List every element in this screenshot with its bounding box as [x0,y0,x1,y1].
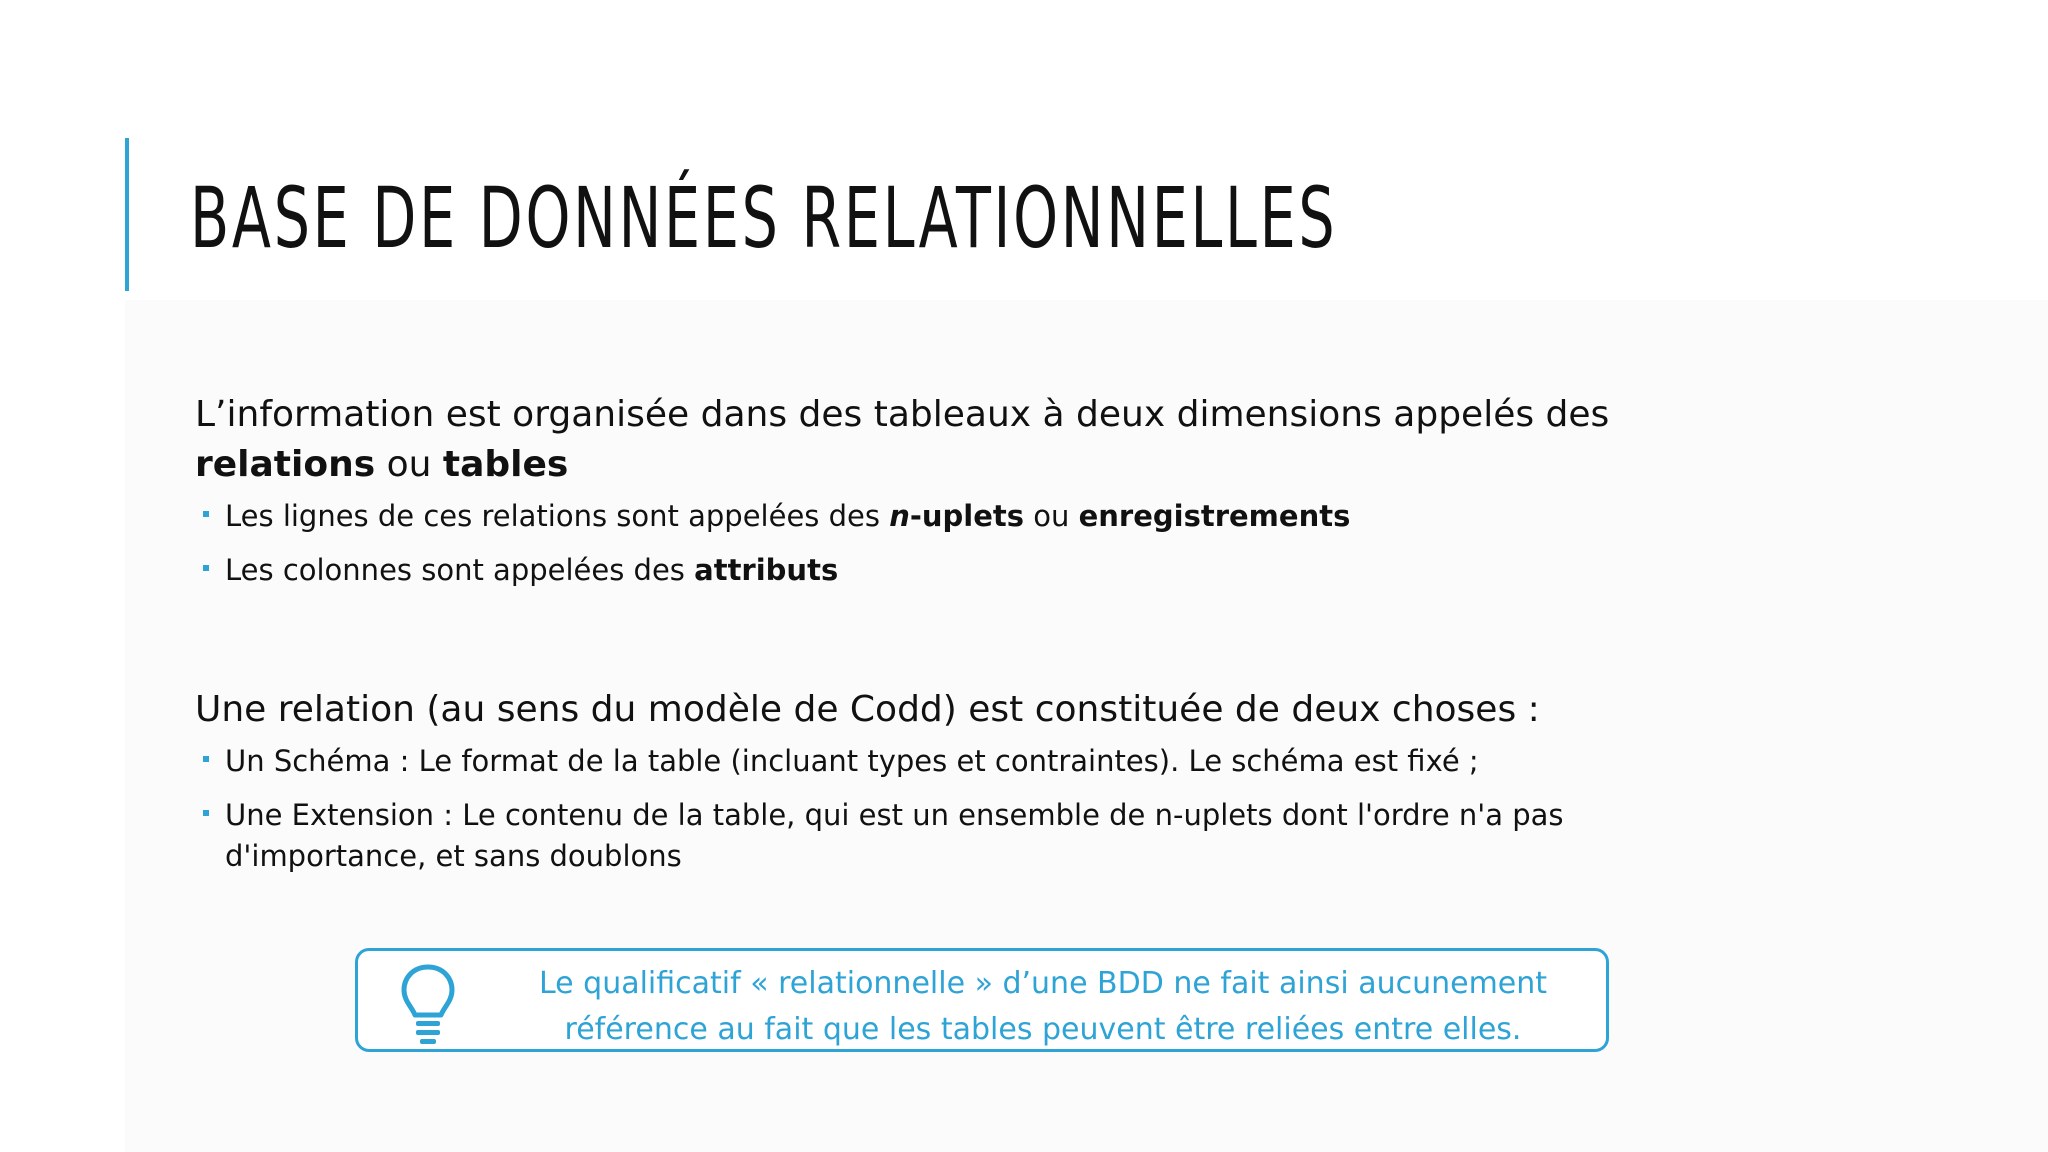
bullet-colonnes-text: Les colonnes sont appelées des [225,553,685,587]
bullet-square-icon [203,565,209,571]
bullet-lignes-text: Les lignes de ces relations sont appelées des [225,499,880,533]
bullet-colonnes [195,550,1675,591]
info-callout [355,948,1609,1052]
term-n: n [889,499,910,533]
lead-text: L’information est organisée dans des tableaux à deux dimensions appelés des [195,394,1610,435]
bullet-extension-text: Une Extension : Le contenu de la table, qui est un ensemble de n-uplets dont l'ordre n'a pas d'importance, et sans doublons [225,798,1564,873]
section-relations [195,390,1675,604]
bullet-square-icon [203,511,209,517]
term-relations: relations [195,444,376,485]
term-enregistrements: enregistrements [1078,499,1351,533]
callout-text [508,961,1578,1053]
bullet-schema [195,741,1675,782]
callout-line-2: référence au fait que les tables peuvent être reliées entre elles. [564,1012,1522,1047]
title-accent-bar [125,138,129,291]
bullet-schema-text: Un Schéma : Le format de la table (incluant types et contraintes). Le schéma est fixé ; [225,744,1479,778]
bullet-square-icon [203,756,209,762]
section-codd-lead: Une relation (au sens du modèle de Codd) est constituée de deux choses : [195,689,1540,730]
section-relations-lead [195,390,1675,490]
slide-title: BASE DE DONNÉES RELATIONNELLES [190,169,1338,267]
section-codd [195,685,1675,890]
term-attributs: attributs [694,553,839,587]
lightbulb-icon [400,963,456,1047]
bullet-extension [195,795,1675,877]
lead-ou: ou [386,444,432,485]
section-relations-bullets [195,496,1675,591]
callout-line-1: Le qualificatif « relationnelle » d’une BDD ne fait ainsi aucunement [538,966,1548,1001]
bullet-lignes-ou: ou [1033,499,1070,533]
term-uplets: -uplets [909,499,1025,533]
bullet-square-icon [203,810,209,816]
term-tables: tables [442,444,569,485]
bullet-lignes [195,496,1675,537]
section-codd-bullets [195,741,1675,877]
